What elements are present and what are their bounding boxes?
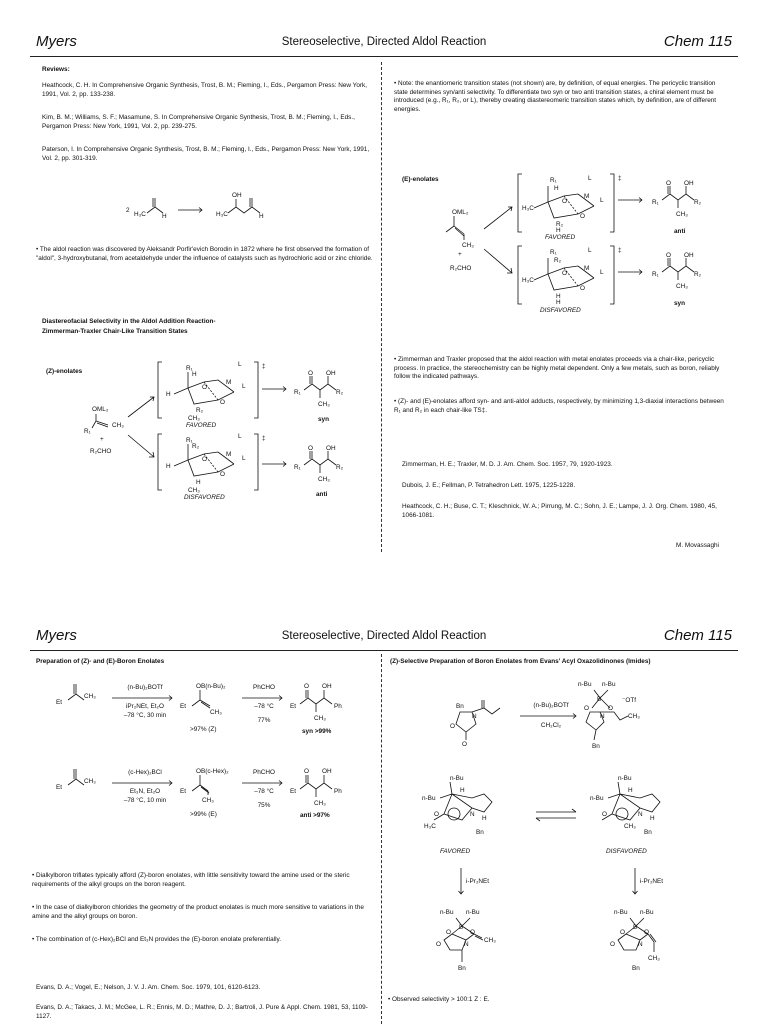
imide-start-n: N <box>472 713 477 720</box>
z-enolate-bonds <box>92 414 108 428</box>
scheme2-ketone-bonds <box>68 769 84 785</box>
evans-imide-heading: (Z)-Selective Preparation of Boron Enolates from Evans' Acyl Oxazolidinones (Imides) <box>390 658 651 665</box>
svg-text:‡: ‡ <box>618 247 622 254</box>
z-disfavored-label: DISFAVORED <box>184 494 225 501</box>
disfav-ts-n: N <box>638 811 643 818</box>
e-enolate-ch3: CH₃ <box>462 242 474 249</box>
acetaldehyde-h: H <box>162 213 167 220</box>
svg-text:O: O <box>562 270 567 277</box>
svg-text:M: M <box>226 379 232 386</box>
reviews-heading: Reviews: <box>42 66 70 73</box>
zprod-o-1: O <box>446 929 451 936</box>
svg-text:H: H <box>460 787 465 794</box>
equilibrium-forward <box>536 809 576 812</box>
svg-text:R₁: R₁ <box>186 365 193 372</box>
svg-text:L: L <box>588 175 592 182</box>
svg-text:‡: ‡ <box>618 175 622 182</box>
svg-text:OH: OH <box>684 180 694 187</box>
svg-text:O: O <box>308 370 313 377</box>
scheme2-product-ch3: CH₃ <box>314 800 326 807</box>
boron-triflate-note: • Dialkylboron triflates typically afford (Z)-boron enolates, with little sensitivity toward the amine used or the steric requirements of the alkyl groups on the boron reagent. <box>32 872 350 888</box>
scheme1-product-o: O <box>304 683 309 690</box>
scheme1-ketone <box>56 680 96 710</box>
eprod-bn: Bn <box>632 965 640 972</box>
svg-text:M: M <box>226 451 232 458</box>
svg-text:H: H <box>196 479 201 486</box>
svg-text:R₁: R₁ <box>652 271 659 278</box>
e-enolate-plus: + <box>458 251 462 258</box>
svg-text:L: L <box>600 269 604 276</box>
svg-text:R₂: R₂ <box>192 443 200 450</box>
eprod-n: N <box>638 941 643 948</box>
svg-text:O: O <box>580 213 585 220</box>
svg-text:CH₃: CH₃ <box>676 211 688 218</box>
svg-text:R₁: R₁ <box>186 437 193 444</box>
enolate-geometry-note: • (Z)- and (E)-enolates afford syn- and anti-aldol adducts, respectively, by minimizing 1,3-diaxial interactions between R₁ and R₂ in each chair-like TS‡. <box>394 398 724 414</box>
e-disfavored-product-arrow <box>618 268 646 276</box>
fav-ts-nbu-left: n-Bu <box>422 795 436 802</box>
header-author-2: Myers <box>36 627 77 644</box>
imide-start-ring-o: O <box>450 723 455 730</box>
fav-ts-n: N <box>470 811 475 818</box>
scheme1-enolate-ob: OB(n-Bu)₂ <box>196 683 226 690</box>
complex-o-2: O <box>608 705 613 712</box>
imide-solvent: CH₂Cl₂ <box>540 722 562 729</box>
scheme2-product-bonds <box>300 775 332 797</box>
z-enolate-plus: + <box>100 436 104 443</box>
e-branch-arrows <box>480 195 520 285</box>
svg-text:CH₃: CH₃ <box>318 401 330 408</box>
eprod-o-1: O <box>620 929 625 936</box>
imide-disfavored-ts <box>588 772 698 844</box>
scheme1-product-et: Et <box>290 703 297 710</box>
z-arrow-up <box>128 397 154 417</box>
scheme2-ratio: >99% (E) <box>190 811 217 818</box>
e-syn-label: syn <box>674 300 686 307</box>
scheme2-enolate-bonds <box>192 775 209 795</box>
zprod-ch3: CH₃ <box>484 937 496 944</box>
scheme2-enolate <box>180 767 240 803</box>
svg-text:B: B <box>459 924 464 931</box>
svg-text:H: H <box>628 787 633 794</box>
scheme1-yield: 77% <box>257 717 271 724</box>
scheme1-selectivity: syn >99% <box>302 728 332 735</box>
z-disfavored-ts <box>158 432 268 492</box>
svg-text:O: O <box>562 198 567 205</box>
z-favored-ts <box>158 360 268 420</box>
complex-otf: ⁻OTf <box>622 697 637 704</box>
z-anti-label: anti <box>316 491 328 498</box>
svg-text:R₁: R₁ <box>652 199 659 206</box>
svg-text:O: O <box>220 471 225 478</box>
svg-text:CH₃: CH₃ <box>188 487 200 494</box>
svg-text:O: O <box>308 445 313 452</box>
z-boron-enolate-product <box>430 906 530 978</box>
e-arrow-up <box>484 207 512 229</box>
header-title-2: Stereoselective, Directed Aldol Reaction <box>281 630 487 642</box>
svg-text:B: B <box>597 696 602 703</box>
zprod-nbu-1: n-Bu <box>440 909 454 916</box>
e-disfavored-ts <box>518 244 628 306</box>
header-author: Myers <box>36 33 77 50</box>
ts-brackets <box>158 434 258 490</box>
disfav-ts-bn: Bn <box>644 829 652 836</box>
svg-text:L: L <box>588 247 592 254</box>
imide-start <box>440 692 520 748</box>
scheme1-product <box>290 682 360 722</box>
selectivity-note: • Observed selectivity > 100:1 Z : E. <box>388 996 490 1003</box>
e-syn-product <box>648 252 718 292</box>
header-title: Stereoselective, Directed Aldol Reaction <box>281 36 487 48</box>
reference-dubois: Dubois, J. E.; Fellman, P. Tetrahedron Lett. 1975, 1225-1228. <box>402 482 576 489</box>
imide-start-carbonyl-o: O <box>462 741 467 748</box>
disfavored-base-label: i-Pr₂NEt <box>640 878 664 885</box>
disfav-ts-nbu-top: n-Bu <box>618 775 632 782</box>
reaction-arrow <box>178 208 202 213</box>
scheme2-enolate-ch3: CH₃ <box>202 797 214 804</box>
svg-text:CH₃: CH₃ <box>188 415 200 422</box>
scheme2-selectivity: anti >97% <box>300 812 330 819</box>
e-enolate-oml2: OML₂ <box>452 209 469 216</box>
header-course: Chem 115 <box>663 33 732 50</box>
chex-boron-note: • The combination of (c-Hex)₂BCl and Et₃N provides the (E)-boron enolate preferentially. <box>32 936 281 943</box>
enolate-geometry-text: (Z)- and (E)-enolates afford syn- and anti-aldol adducts, respectively, by minimizing 1,3-diaxial interactions between R₁ and R₂ in each chair-like TS‡. <box>394 398 724 414</box>
scheme2-conditions-1: Et₃N, Et₂O <box>129 788 161 795</box>
svg-text:O: O <box>666 252 671 259</box>
favored-base-arrow <box>456 868 466 898</box>
e-anti-product <box>648 180 718 220</box>
scheme2-product-oh: OH <box>322 768 332 775</box>
enantiomeric-ts-note: • Note: the enantiomeric transition states (not shown) are, by definition, of equal energies. The pericyclic transition state determines syn/anti selectivity. To differentiate two syn or two anti transition states, a chiral element must be introduced (e.g., R₁, R₂, or L), thereby creating diastereomeric transition states which, by definition, are of different energies. <box>394 80 717 113</box>
zimmerman-traxler-note: • Zimmerman and Traxler proposed that the aldol reaction with metal enolates proceeds via a chair-like, pericyclic process. In practice, the stereochemistry can be highly metal dependent. Only a few metals, such as boron, reliably follow the indicated pathways. <box>394 356 720 381</box>
complex-nbu-1: n-Bu <box>578 681 592 688</box>
column-divider <box>381 62 382 552</box>
page-header-2 <box>30 622 738 651</box>
column-divider-2 <box>381 654 382 1024</box>
svg-text:O: O <box>580 285 585 292</box>
svg-text:R₁: R₁ <box>550 177 557 184</box>
scheme1-step2: PhCHO <box>252 684 276 691</box>
eprod-o-2: O <box>644 929 649 936</box>
svg-text:O: O <box>202 456 207 463</box>
svg-text:CH₃: CH₃ <box>676 283 688 290</box>
scheme1-enolate-bonds <box>192 690 210 708</box>
disfav-ts-ch3: CH₃ <box>624 823 636 830</box>
scheme1-enolate-ch3: CH₃ <box>210 709 222 716</box>
svg-text:O: O <box>666 180 671 187</box>
e-disfavored-label: DISFAVORED <box>540 307 581 314</box>
svg-text:R₂: R₂ <box>694 271 702 278</box>
scheme2-product <box>290 767 360 807</box>
svg-text:H: H <box>556 299 561 306</box>
eprod-ch3: CH₃ <box>648 955 660 962</box>
z-branch-arrows <box>120 385 160 465</box>
z-favored-label: FAVORED <box>186 422 217 429</box>
reference-evans-1979: Evans, D. A.; Vogel, E.; Nelson, J. V. J. Am. Chem. Soc. 1979, 101, 6120-6123. <box>36 984 261 991</box>
e-enolates-label: (E)-enolates <box>402 176 439 183</box>
aldol-discovery-note: • The aldol reaction was discovered by Aleksandr Porfir'evich Borodin in 1872 where he first observed the formation of "aldol", 3-hydroxybutanal, from acetaldehyde under the influence of catalysts such as hydrochloric acid or zinc chloride. <box>36 246 373 262</box>
boron-chloride-text: In the case of dialkylboron chlorides the geometry of the product enolates is much more sensitive to variations in the amine and the alkyl groups on boron. <box>32 904 364 920</box>
e-favored-ts <box>518 172 628 234</box>
svg-text:H₃C: H₃C <box>522 205 534 212</box>
svg-text:H: H <box>166 391 171 398</box>
ts-dagger: ‡ <box>262 363 266 370</box>
e-anti-label: anti <box>674 228 686 235</box>
e-boron-enolate-product <box>604 906 704 978</box>
svg-text:H: H <box>556 293 561 300</box>
imide-favored-label: FAVORED <box>440 848 471 855</box>
eprod-o-3: O <box>610 941 615 948</box>
zprod-n: N <box>464 941 469 948</box>
svg-text:R₂: R₂ <box>554 257 562 264</box>
z-arrow-down <box>128 435 154 457</box>
svg-text:L: L <box>242 383 246 390</box>
e-anti-product-bonds <box>662 186 694 208</box>
favored-base-label: i-Pr₂NEt <box>466 878 490 885</box>
zprod-nbu-2: n-Bu <box>466 909 480 916</box>
aldol-bonds <box>228 198 260 213</box>
svg-text:L: L <box>238 361 242 368</box>
svg-text:R₂: R₂ <box>336 389 344 396</box>
scheme1-step2-cond: –78 °C <box>254 703 274 710</box>
scheme2-conditions-2: –78 °C, 10 min <box>123 797 167 804</box>
equilibrium-arrows <box>532 808 580 822</box>
disfav-ts-ring <box>616 808 628 820</box>
z-aldehyde: R₂CHO <box>90 448 112 455</box>
fav-ts-bn: Bn <box>476 829 484 836</box>
svg-text:L: L <box>242 455 246 462</box>
stoichiometry-label: 2 <box>126 207 130 214</box>
scheme2-product-et: Et <box>290 788 297 795</box>
reference-zimmerman: Zimmerman, H. E.; Traxler, M. D. J. Am. Chem. Soc. 1957, 79, 1920-1923. <box>402 461 613 468</box>
svg-text:OH: OH <box>326 370 336 377</box>
scheme2-arrow-2 <box>242 780 286 786</box>
complex-nbu-2: n-Bu <box>602 681 616 688</box>
e-arrow-down <box>484 249 512 273</box>
imide-reagent: (n-Bu)₂BOTf <box>533 702 569 709</box>
eprod-nbu-1: n-Bu <box>614 909 628 916</box>
scheme1-arrow-2 <box>242 695 286 701</box>
scheme1-conditions-1: iPr₂NEt, Et₂O <box>126 703 164 710</box>
aldol-scheme <box>120 188 300 228</box>
e-favored-product-arrow <box>618 196 646 204</box>
page-header <box>30 28 738 57</box>
svg-text:H: H <box>192 371 197 378</box>
scheme1-ketone-et: Et <box>56 699 63 706</box>
header-course-2: Chem 115 <box>663 627 732 644</box>
z-syn-product <box>290 370 360 410</box>
scheme1-product-oh: OH <box>322 683 332 690</box>
svg-text:OH: OH <box>684 252 694 259</box>
eprod-nbu-2: n-Bu <box>640 909 654 916</box>
svg-text:M: M <box>584 193 590 200</box>
zprod-o-3: O <box>436 941 441 948</box>
boron-enolates-heading: Preparation of (Z)- and (E)-Boron Enolates <box>36 658 165 665</box>
scheme2-enolate-et: Et <box>180 788 187 795</box>
svg-text:L: L <box>238 433 242 440</box>
fav-ts-nbu-top: n-Bu <box>450 775 464 782</box>
enantiomeric-ts-text: Note: the enantiomeric transition states (not shown) are, by definition, of equal energies. The pericyclic transition state determines syn/anti selectivity. To differentiate two syn or two anti transition states, a chiral element must be introduced (e.g., R₁, R₂, or L), thereby creating diastereomeric transition states which, by definition, are of different energies. <box>394 80 717 113</box>
e-favored-label: FAVORED <box>545 234 576 241</box>
svg-text:O: O <box>202 384 207 391</box>
svg-text:R₁: R₁ <box>294 389 301 396</box>
fav-ts-ring <box>448 808 460 820</box>
scheme1-product-ph: Ph <box>334 703 342 710</box>
scheme1-ketone-bonds <box>68 684 84 700</box>
z-enolate-ch3: CH₃ <box>112 422 124 429</box>
scheme2-product-o: O <box>304 768 309 775</box>
review-reference-2: Kim, B. M.; Williams, S. F.; Masamune, S. In Comprehensive Organic Synthesis, Trost, B. M.; Fleming, I., Eds., Pergamon Press: New York, 1991, Vol. 2, pp. 239-275. <box>42 114 355 130</box>
complex-bn: Bn <box>592 743 600 750</box>
z-disfavored-product-arrow <box>262 460 290 468</box>
disfav-ts-o: O <box>602 811 607 818</box>
scheme1-enolate <box>180 682 238 716</box>
z-enolate-r1: R₁ <box>84 428 91 435</box>
fav-ts-h: H <box>482 815 487 822</box>
aldol-hydroxyl: OH <box>232 192 242 199</box>
svg-text:H: H <box>554 185 559 192</box>
scheme2-step2: PhCHO <box>252 769 276 776</box>
imide-start-bn: Bn <box>456 703 464 710</box>
boron-triflate-text: Dialkylboron triflates typically afford (Z)-boron enolates, with little sensitivity toward the amine used or the steric requirements of the alkyl groups on the boron reagent. <box>32 872 350 888</box>
author-signature: M. Movassaghi <box>676 542 719 549</box>
z-enolates-label: (Z)-enolates <box>46 368 83 375</box>
scheme1-enolate-et: Et <box>180 703 187 710</box>
imide-boron-complex <box>570 678 680 750</box>
z-enolate-oml2: OML₂ <box>92 406 109 413</box>
reference-heathcock: Heathcock, C. H.; Buse, C. T.; Kleschnick, W. A.; Pirrung, M. C.; Sohn, J. E.; Lampe, J. J. Org. Chem. 1980, 45, 1066-1081. <box>402 503 717 519</box>
acetaldehyde-bonds <box>147 198 163 213</box>
aldol-methyl: H₃C <box>216 211 228 218</box>
disfav-ts-h: H <box>650 815 655 822</box>
complex-n: N <box>600 713 605 720</box>
imide-favored-ts <box>420 772 530 844</box>
zimmerman-traxler-text: Zimmerman and Traxler proposed that the aldol reaction with metal enolates proceeds via a chair-like, pericyclic process. In practice, the stereochemistry can be highly metal dependent. Only a few metals, such as boron, reliably follow the indicated pathways. <box>394 356 720 381</box>
scheme1-conditions-2: –78 °C, 30 min <box>123 712 167 719</box>
svg-text:R₂: R₂ <box>336 464 344 471</box>
equilibrium-reverse <box>536 818 576 821</box>
ts-dagger-2: ‡ <box>262 435 266 442</box>
svg-text:H: H <box>166 463 171 470</box>
svg-text:CH₃: CH₃ <box>318 476 330 483</box>
scheme1-product-ch3: CH₃ <box>314 715 326 722</box>
scheme2-yield: 75% <box>257 802 271 809</box>
scheme2-ketone-et: Et <box>56 784 63 791</box>
review-reference-3: Paterson, I. In Comprehensive Organic Synthesis, Trost, B. M.; Fleming, I., Eds., Pergamon Press: New York, 1991, Vol. 2, pp. 301-319. <box>42 146 370 162</box>
scheme1-ratio: >97% (Z) <box>190 726 217 733</box>
z-syn-label: syn <box>318 416 330 423</box>
z-syn-product-bonds <box>304 376 336 398</box>
scheme2-product-ph: Ph <box>334 788 342 795</box>
svg-text:OH: OH <box>326 445 336 452</box>
svg-text:R₂: R₂ <box>694 199 702 206</box>
svg-text:R₂: R₂ <box>196 407 204 414</box>
e-aldehyde: R₂CHO <box>450 265 472 272</box>
aldol-h: H <box>259 213 264 220</box>
fav-ts-o: O <box>434 811 439 818</box>
scheme2-ketone-ch3: CH₃ <box>84 778 96 785</box>
complex-ch3: CH₃ <box>628 713 640 720</box>
disfavored-base-arrow <box>630 868 640 898</box>
svg-text:O: O <box>220 399 225 406</box>
scheme2-enolate-ob: OB(c-Hex)₂ <box>196 768 229 775</box>
chex-boron-text: The combination of (c-Hex)₂BCl and Et₃N provides the (E)-boron enolate preferentially. <box>35 936 281 943</box>
e-syn-product-bonds <box>662 258 694 280</box>
page-2 <box>0 600 768 1024</box>
svg-text:R₂: R₂ <box>556 221 564 228</box>
review-reference-1: Heathcock, C. H. In Comprehensive Organic Synthesis, Trost, B. M.; Fleming, I., Eds., Pergamon Press: New York, 1991, Vol. 2, pp. 133-238. <box>42 82 367 98</box>
z-anti-product <box>290 445 360 485</box>
diastereofacial-heading-1: Diastereofacial Selectivity in the Aldol Addition Reaction- <box>42 318 216 325</box>
disfav-ts-nbu-left: n-Bu <box>590 795 604 802</box>
z-favored-product-arrow <box>262 385 290 393</box>
scheme1-reagent: (n-Bu)₂BOTf <box>127 684 163 691</box>
scheme2-step2-cond: –78 °C <box>254 788 274 795</box>
svg-text:B: B <box>633 924 638 931</box>
aldol-discovery-text: The aldol reaction was discovered by Aleksandr Porfir'evich Borodin in 1872 where he first observed the formation of "aldol", 3-hydroxybutanal, from acetaldehyde under the influence of catalysts such as hydrochloric acid or zinc chloride. <box>36 246 373 262</box>
scheme1-ketone-ch3: CH₃ <box>84 693 96 700</box>
scheme2-arrow-1 <box>112 780 176 786</box>
svg-text:R₁: R₁ <box>294 464 301 471</box>
reference-evans-1981: Evans, D. A.; Takacs, J. M.; McGee, L. R.; Ennis, M. D.; Mathre, D. J.; Bartroli, J. Pure & Appl. Chem. 1981, 53, 1109-1127. <box>36 1004 368 1020</box>
svg-text:H: H <box>556 227 561 234</box>
diastereofacial-heading-2: Zimmerman-Traxler Chair-Like Transition States <box>42 328 188 335</box>
scheme1-product-bonds <box>300 690 332 712</box>
z-anti-product-bonds <box>304 451 336 473</box>
svg-text:M: M <box>584 265 590 272</box>
acetaldehyde-methyl: H₃C <box>134 211 146 218</box>
scheme2-reagent: (c-Hex)₂BCl <box>128 769 162 776</box>
scheme2-ketone <box>56 765 96 795</box>
zprod-bonds <box>444 918 483 962</box>
imide-disfavored-label: DISFAVORED <box>606 848 647 855</box>
svg-text:L: L <box>600 197 604 204</box>
scheme1-arrow-1 <box>112 695 176 701</box>
svg-text:R₁: R₁ <box>550 249 557 256</box>
fav-ts-h3c: H₃C <box>424 823 436 830</box>
selectivity-text: Observed selectivity > 100:1 Z : E. <box>392 996 490 1003</box>
ts-brackets <box>158 362 258 418</box>
complex-o-1: O <box>584 705 589 712</box>
svg-text:H₃C: H₃C <box>522 277 534 284</box>
zprod-o-2: O <box>470 929 475 936</box>
e-enolate-bonds <box>446 216 464 240</box>
boron-chloride-note: • In the case of dialkylboron chlorides the geometry of the product enolates is much more sensitive to variations in the amine and the alkyl groups on boron. <box>32 904 364 920</box>
zprod-bn: Bn <box>458 965 466 972</box>
